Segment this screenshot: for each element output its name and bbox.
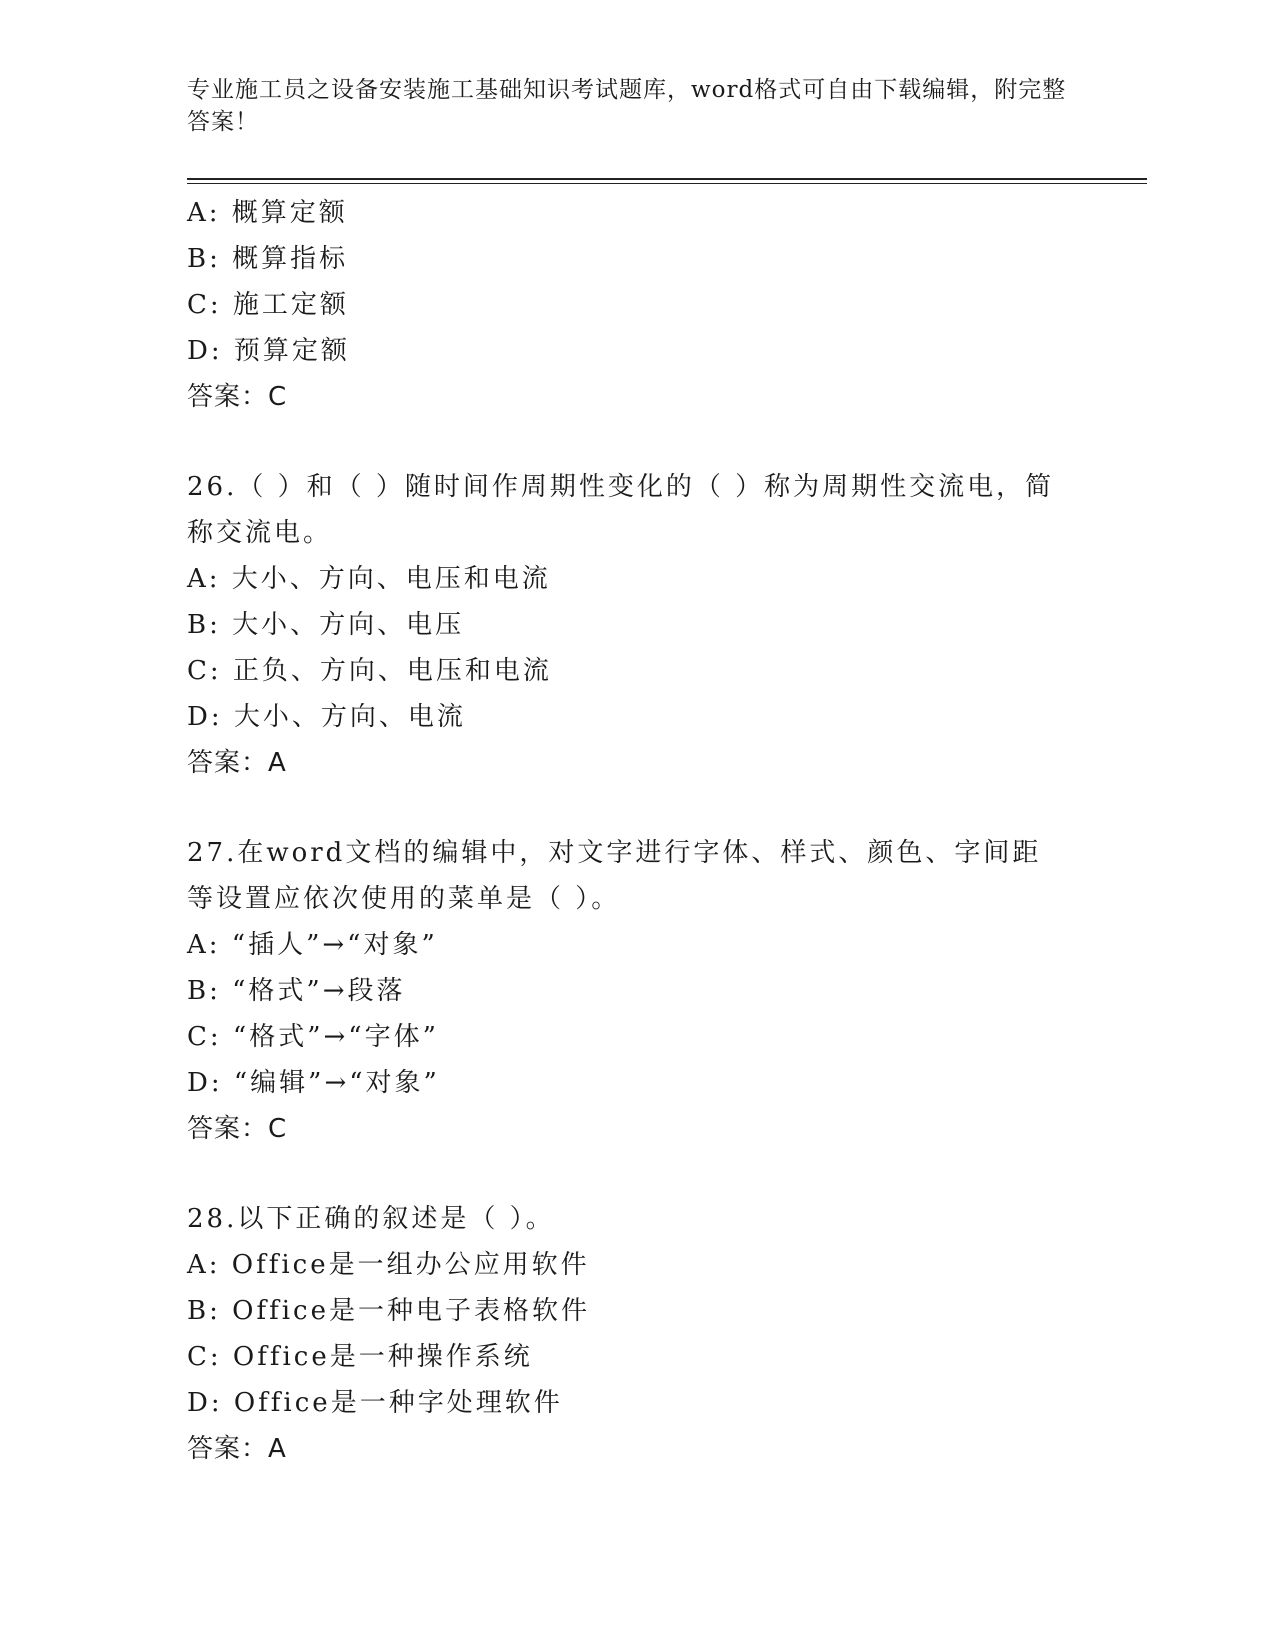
header-rule-thick (187, 178, 1147, 180)
question-block-28 (187, 1196, 1147, 1472)
option-c: C: “格式”→“字体” (187, 1022, 439, 1052)
block-gap (187, 420, 1147, 464)
option-a: A: 概算定额 (187, 198, 348, 228)
option-c: C: Office是一种操作系统 (187, 1342, 533, 1372)
option-b: B: 概算指标 (187, 244, 349, 274)
option-a: A: 大小、方向、电压和电流 (187, 564, 551, 594)
question-text: 26.（ ）和（ ）随时间作周期性变化的（ ）称为周期性交流电，简称交流电。 (187, 472, 1055, 548)
block-gap (187, 786, 1147, 830)
option-b: B: Office是一种电子表格软件 (187, 1296, 590, 1326)
document-header: 专业施工员之设备安装施工基础知识考试题库，word格式可自由下载编辑，附完整答案！ (187, 77, 1067, 135)
option-d: D: 大小、方向、电流 (187, 702, 466, 732)
document-page (187, 0, 1147, 1650)
header-rule-thin (187, 183, 1147, 184)
block-gap (187, 1152, 1147, 1196)
question-block-27 (187, 830, 1147, 1152)
answer-line: 答案：A (187, 748, 287, 778)
option-d: D: Office是一种字处理软件 (187, 1388, 563, 1418)
question-text: 27.在word文档的编辑中，对文字进行字体、样式、颜色、字间距等设置应依次使用的菜单是（ ）。 (187, 838, 1042, 914)
question-list (187, 190, 1147, 1472)
option-c: C: 施工定额 (187, 290, 349, 320)
option-b: B: 大小、方向、电压 (187, 610, 465, 640)
answer-line: 答案：A (187, 1434, 287, 1464)
question-block-26 (187, 464, 1147, 786)
option-a: A: Office是一组办公应用软件 (187, 1250, 590, 1280)
option-a: A: “插人”→“对象” (187, 930, 438, 960)
option-d: D: “编辑”→“对象” (187, 1068, 440, 1098)
option-c: C: 正负、方向、电压和电流 (187, 656, 552, 686)
answer-line: 答案：C (187, 382, 288, 412)
question-text: 28.以下正确的叙述是（ ）。 (187, 1204, 555, 1234)
option-d: D: 预算定额 (187, 336, 350, 366)
answer-line: 答案：C (187, 1114, 288, 1144)
question-block-25 (187, 190, 1147, 420)
option-b: B: “格式”→段落 (187, 976, 406, 1006)
